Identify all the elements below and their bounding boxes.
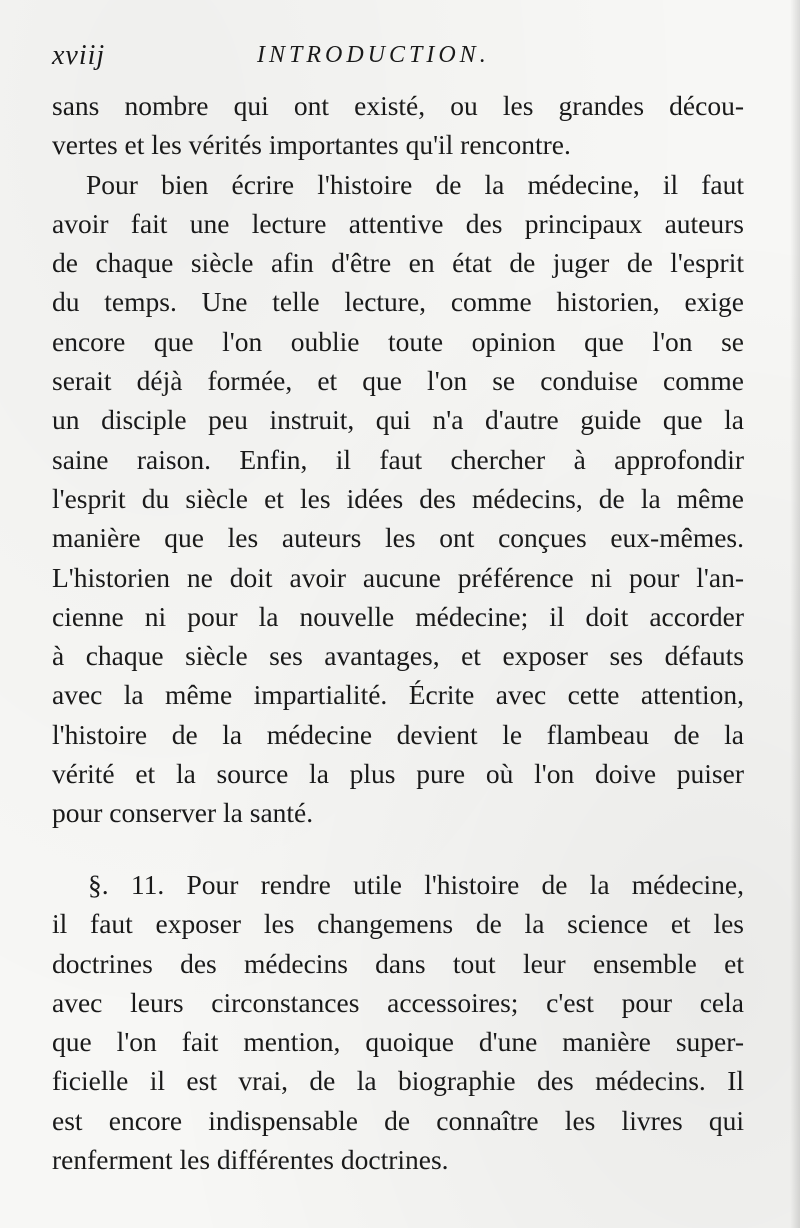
text-line: est encore indispensable de connaître les livres qui: [52, 1104, 744, 1136]
text-line: serait déjà formée, et que l'on se conduise comme: [52, 365, 744, 397]
text-line: de chaque siècle afin d'être en état de juger de l'esprit: [52, 247, 744, 279]
text-line: pour conserver la santé.: [52, 797, 314, 829]
text-line: doctrines des médecins dans tout leur ensemble et: [52, 947, 744, 979]
text-line: sans nombre qui ont existé, ou les grandes décou-: [52, 90, 744, 121]
text-line: vérité et la source la plus pure où l'on doive puiser: [52, 758, 744, 790]
text-line: encore que l'on oublie toute opinion que l'on se: [52, 325, 744, 357]
section-heading-line: §. 11. Pour rendre utile l'histoire de la médecine,: [88, 869, 744, 900]
page-edge-shadow: [790, 0, 800, 1228]
text-line: cienne ni pour la nouvelle médecine; il doit accorder: [52, 600, 744, 632]
text-line: avec leurs circonstances accessoires; c'est pour cela: [52, 986, 744, 1018]
text-line: vertes et les vérités importantes qu'il rencontre.: [52, 129, 571, 161]
text-line: L'historien ne doit avoir aucune préférence ni pour l'an-: [52, 561, 744, 593]
text-line: manière que les auteurs les ont conçues eux-mêmes.: [52, 522, 744, 554]
text-line: avoir fait une lecture attentive des principaux auteurs: [52, 207, 744, 239]
page-number: xviij: [52, 40, 106, 71]
text-line: du temps. Une telle lecture, comme historien, exige: [52, 286, 744, 318]
page-header: [52, 40, 752, 76]
text-line: Pour bien écrire l'histoire de la médecine, il faut: [86, 168, 744, 200]
text-line: l'esprit du siècle et les idées des médecins, de la même: [52, 482, 744, 514]
text-line: avec la même impartialité. Écrite avec cette attention,: [52, 679, 744, 711]
running-head: INTRODUCTION.: [257, 42, 490, 68]
text-line: renferment les différentes doctrines.: [52, 1144, 449, 1176]
paragraph-1: [52, 86, 744, 833]
text-line: ficielle il est vrai, de la biographie des médecins. Il: [52, 1065, 744, 1097]
text-line: que l'on fait mention, quoique d'une manière super-: [52, 1026, 744, 1058]
paragraph-2: [52, 865, 744, 1179]
text-line: il faut exposer les changemens de la science et les: [52, 908, 744, 940]
text-line: saine raison. Enfin, il faut chercher à approfondir: [52, 443, 744, 475]
text-line: à chaque siècle ses avantages, et exposer ses défauts: [52, 640, 744, 672]
text-line: un disciple peu instruit, qui n'a d'autre guide que la: [52, 404, 744, 436]
text-line: l'histoire de la médecine devient le flambeau de la: [52, 718, 744, 750]
